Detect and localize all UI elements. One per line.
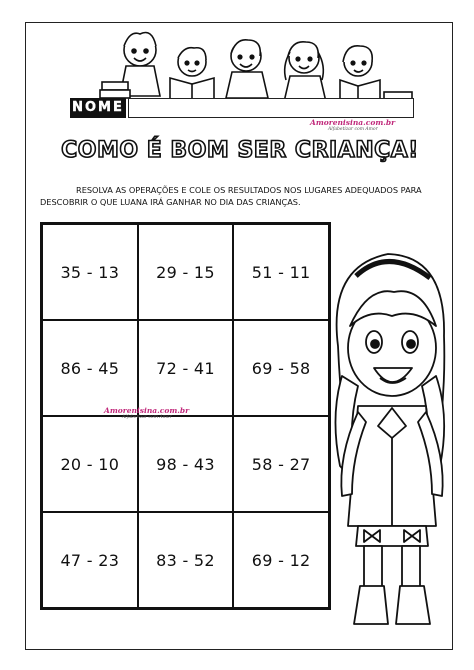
- operation-cell: 29 - 15: [138, 224, 234, 320]
- instructions-line-2: DESCOBRIR O QUE LUANA IRÁ GANHAR NO DIA DAS CRIANÇAS.: [40, 197, 301, 207]
- operation-cell: 98 - 43: [138, 416, 234, 512]
- name-label: NOME: [70, 98, 126, 118]
- instructions: [40, 184, 440, 208]
- operation-cell: 72 - 41: [138, 320, 234, 416]
- operation-cell: 83 - 52: [138, 512, 234, 608]
- operation-cell: 51 - 11: [233, 224, 329, 320]
- instructions-line-1: RESOLVA AS OPERAÇÕES E COLE OS RESULTADOS NOS LUGARES ADEQUADOS PARA: [76, 185, 422, 195]
- operation-cell: 69 - 58: [233, 320, 329, 416]
- operation-cell: 69 - 12: [233, 512, 329, 608]
- operation-cell: 35 - 13: [42, 224, 138, 320]
- operation-cell: 20 - 10: [42, 416, 138, 512]
- brand-watermark: Amorenisina.com.br Alfabetizar com Amor: [104, 406, 190, 420]
- brand-logo-top: Amorenisina.com.br Alfabetizar com Amor: [310, 118, 396, 132]
- name-field[interactable]: [128, 98, 414, 118]
- operation-cell: 58 - 27: [233, 416, 329, 512]
- page-title: COMO É BOM SER CRIANÇA!: [61, 138, 419, 163]
- girl-illustration: [318, 226, 458, 636]
- operation-cell: 47 - 23: [42, 512, 138, 608]
- operation-cell: 86 - 45: [42, 320, 138, 416]
